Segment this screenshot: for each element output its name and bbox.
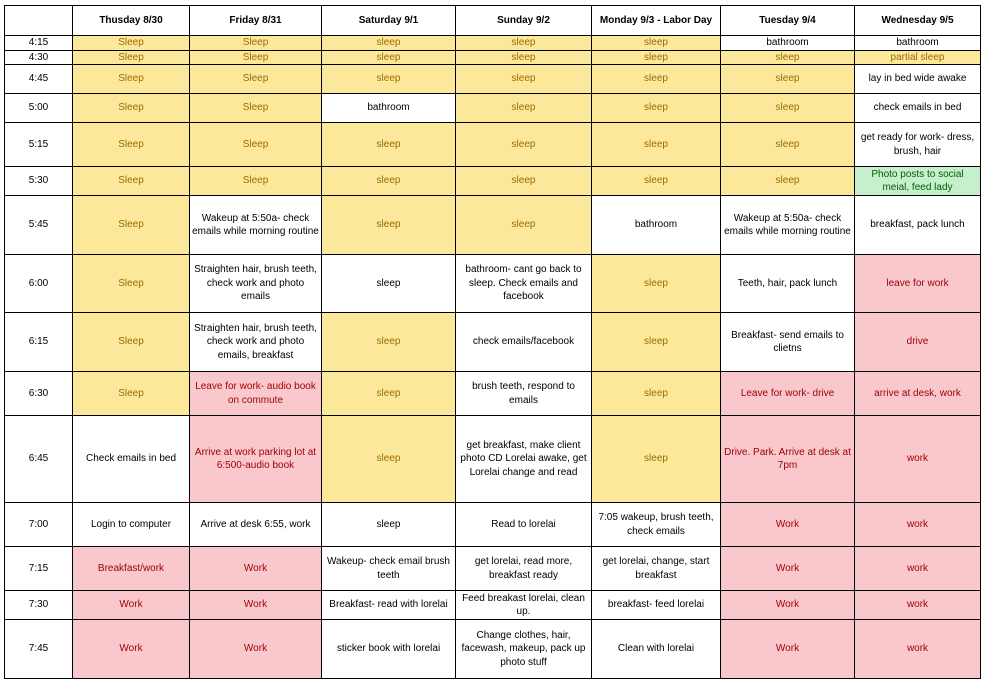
activity-cell: Work [73,620,190,679]
activity-cell: sleep [322,372,456,416]
corner-cell [5,6,73,36]
activity-cell: Clean with lorelai [592,620,721,679]
activity-cell: Work [190,591,322,620]
activity-cell: Sleep [73,94,190,123]
activity-cell: Straighten hair, brush teeth, check work and photo emails, breakfast [190,313,322,372]
time-cell: 5:30 [5,167,73,196]
activity-cell: sleep [322,196,456,255]
activity-cell: sleep [322,255,456,313]
activity-cell: sleep [456,50,592,65]
activity-cell: bathroom [855,36,981,51]
activity-cell: sleep [456,196,592,255]
activity-cell: sleep [592,313,721,372]
activity-cell: Sleep [73,313,190,372]
activity-cell: Work [721,503,855,547]
activity-cell: sleep [456,36,592,51]
activity-cell: work [855,547,981,591]
activity-cell: Sleep [73,167,190,196]
activity-cell: Breakfast- read with lorelai [322,591,456,620]
time-cell: 5:15 [5,123,73,167]
activity-cell: sleep [456,94,592,123]
activity-cell: Wakeup at 5:50a- check emails while morning routine [190,196,322,255]
activity-cell: sleep [592,123,721,167]
time-cell: 6:30 [5,372,73,416]
activity-cell: partial sleep [855,50,981,65]
activity-cell: sleep [721,50,855,65]
schedule-row [5,255,981,313]
activity-cell: Login to computer [73,503,190,547]
activity-cell: bathroom [322,94,456,123]
activity-cell: Sleep [73,50,190,65]
activity-cell: Photo posts to social meial, feed lady [855,167,981,196]
activity-cell: Sleep [190,50,322,65]
activity-cell: sleep [322,36,456,51]
time-cell: 6:00 [5,255,73,313]
activity-cell: sleep [322,167,456,196]
activity-cell: sleep [322,313,456,372]
activity-cell: sleep [322,503,456,547]
activity-cell: sleep [592,36,721,51]
time-cell: 4:45 [5,65,73,94]
activity-cell: Wakeup at 5:50a- check emails while morning routine [721,196,855,255]
activity-cell: Work [721,591,855,620]
activity-cell: sleep [592,167,721,196]
activity-cell: sleep [721,65,855,94]
activity-cell: sleep [456,167,592,196]
activity-cell: Straighten hair, brush teeth, check work and photo emails [190,255,322,313]
activity-cell: sleep [721,94,855,123]
day-header: Thusday 8/30 [73,6,190,36]
time-cell: 7:45 [5,620,73,679]
day-header: Sunday 9/2 [456,6,592,36]
activity-cell: get breakfast, make client photo CD Lorelai awake, get Lorelai change and read [456,416,592,503]
activity-cell: sleep [322,416,456,503]
schedule-row [5,620,981,679]
activity-cell: Change clothes, hair, facewash, makeup, pack up photo stuff [456,620,592,679]
activity-cell: Feed breakast lorelai, clean up. [456,591,592,620]
activity-cell: sleep [322,123,456,167]
time-cell: 6:15 [5,313,73,372]
activity-cell: Breakfast/work [73,547,190,591]
activity-cell: Sleep [190,123,322,167]
activity-cell: arrive at desk, work [855,372,981,416]
activity-cell: sticker book with lorelai [322,620,456,679]
activity-cell: get lorelai, read more, breakfast ready [456,547,592,591]
activity-cell: lay in bed wide awake [855,65,981,94]
activity-cell: sleep [322,65,456,94]
activity-cell: Sleep [190,65,322,94]
activity-cell: Sleep [73,255,190,313]
activity-cell: sleep [322,50,456,65]
activity-cell: Drive. Park. Arrive at desk at 7pm [721,416,855,503]
activity-cell: bathroom- cant go back to sleep. Check emails and facebook [456,255,592,313]
schedule-row [5,591,981,620]
schedule-row [5,196,981,255]
day-header: Wednesday 9/5 [855,6,981,36]
activity-cell: sleep [592,255,721,313]
activity-cell: Check emails in bed [73,416,190,503]
day-header: Friday 8/31 [190,6,322,36]
activity-cell: breakfast- feed lorelai [592,591,721,620]
time-cell: 4:15 [5,36,73,51]
activity-cell: sleep [721,167,855,196]
time-cell: 7:00 [5,503,73,547]
schedule-row [5,416,981,503]
activity-cell: sleep [721,123,855,167]
activity-cell: Leave for work- audio book on commute [190,372,322,416]
activity-cell: Sleep [73,196,190,255]
activity-cell: Sleep [73,123,190,167]
schedule-table [4,5,981,679]
activity-cell: sleep [592,50,721,65]
activity-cell: leave for work [855,255,981,313]
schedule-row [5,36,981,51]
activity-cell: drive [855,313,981,372]
activity-cell: sleep [592,94,721,123]
activity-cell: sleep [456,123,592,167]
activity-cell: Sleep [73,36,190,51]
day-header: Monday 9/3 - Labor Day [592,6,721,36]
activity-cell: work [855,416,981,503]
time-cell: 5:00 [5,94,73,123]
activity-cell: sleep [592,416,721,503]
schedule-row [5,65,981,94]
activity-cell: brush teeth, respond to emails [456,372,592,416]
header-row [5,6,981,36]
activity-cell: Breakfast- send emails to clietns [721,313,855,372]
activity-cell: Teeth, hair, pack lunch [721,255,855,313]
activity-cell: Arrive at work parking lot at 6:500-audio book [190,416,322,503]
activity-cell: breakfast, pack lunch [855,196,981,255]
activity-cell: Read to lorelai [456,503,592,547]
activity-cell: Work [190,620,322,679]
schedule-row [5,123,981,167]
activity-cell: work [855,620,981,679]
activity-cell: sleep [592,65,721,94]
activity-cell: bathroom [592,196,721,255]
activity-cell: sleep [592,372,721,416]
day-header: Saturday 9/1 [322,6,456,36]
time-cell: 5:45 [5,196,73,255]
schedule-row [5,313,981,372]
time-cell: 7:30 [5,591,73,620]
time-cell: 6:45 [5,416,73,503]
schedule-row [5,547,981,591]
activity-cell: Sleep [73,65,190,94]
schedule-row [5,503,981,547]
schedule-row [5,94,981,123]
activity-cell: work [855,503,981,547]
time-cell: 7:15 [5,547,73,591]
activity-cell: Work [721,620,855,679]
activity-cell: Sleep [190,167,322,196]
activity-cell: Wakeup- check email brush teeth [322,547,456,591]
activity-cell: check emails in bed [855,94,981,123]
activity-cell: get lorelai, change, start breakfast [592,547,721,591]
time-cell: 4:30 [5,50,73,65]
activity-cell: 7:05 wakeup, brush teeth, check emails [592,503,721,547]
activity-cell: work [855,591,981,620]
activity-cell: check emails/facebook [456,313,592,372]
schedule-row [5,50,981,65]
activity-cell: Sleep [190,94,322,123]
schedule-row [5,372,981,416]
day-header: Tuesday 9/4 [721,6,855,36]
activity-cell: Leave for work- drive [721,372,855,416]
activity-cell: Sleep [190,36,322,51]
activity-cell: Work [721,547,855,591]
activity-cell: Work [190,547,322,591]
activity-cell: bathroom [721,36,855,51]
activity-cell: sleep [456,65,592,94]
schedule-row [5,167,981,196]
activity-cell: Arrive at desk 6:55, work [190,503,322,547]
activity-cell: Sleep [73,372,190,416]
activity-cell: get ready for work- dress, brush, hair [855,123,981,167]
activity-cell: Work [73,591,190,620]
